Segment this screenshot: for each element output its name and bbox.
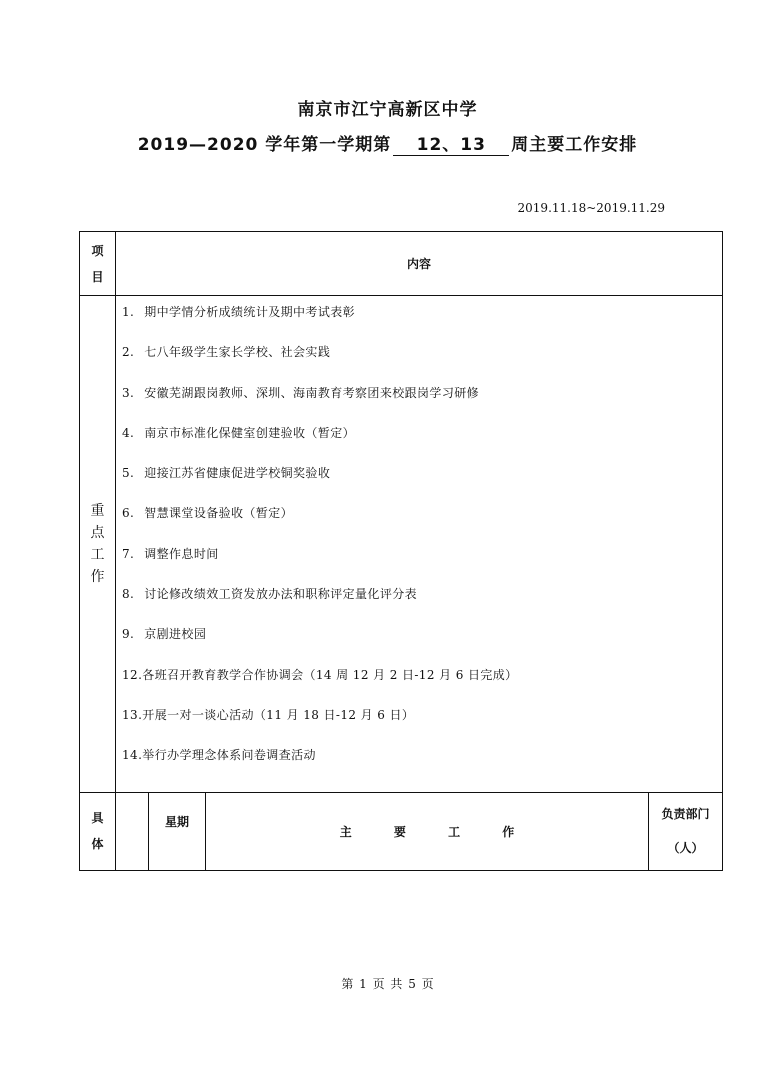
list-item (122, 745, 722, 785)
item-number: 12. (122, 667, 143, 682)
key-work-list-cell (116, 296, 723, 793)
responsible-header-line2: （人） (667, 841, 704, 856)
list-item (122, 705, 722, 745)
school-title: 南京市江宁高新区中学 (297, 100, 478, 120)
detail-header-row (80, 792, 723, 870)
key-work-char-2: 点 (90, 524, 105, 541)
main-work-header-label: 主 要 工 作 (339, 824, 515, 839)
item-text: 迎接江苏省健康促进学校铜奖验收 (144, 466, 331, 481)
list-item (122, 584, 722, 624)
key-work-label-cell (80, 296, 116, 793)
item-text: 智慧课堂设备验收（暂定） (144, 506, 294, 521)
week-numbers: 12、13 (393, 136, 509, 156)
item-text: 各班召开教育教学合作协调会（14 周 12 月 2 日-12 月 6 日完成） (142, 667, 518, 682)
responsible-header-line1: 负责部门 (661, 807, 710, 822)
item-number: 2. (122, 345, 135, 360)
detail-char-1: 具 (91, 811, 104, 826)
term-suffix: 周主要工作安排 (511, 135, 638, 155)
item-number: 6. (122, 506, 135, 521)
list-item (122, 463, 722, 503)
item-text: 调整作息时间 (144, 546, 219, 561)
weekday-header-cell (149, 792, 206, 870)
item-text: 安徽芜湖跟岗教师、深圳、海南教育考察团来校跟岗学习研修 (144, 385, 480, 400)
item-number: 7. (122, 546, 135, 561)
schedule-title (0, 130, 775, 156)
item-text: 南京市标准化保健室创建验收（暂定） (144, 425, 356, 440)
key-work-char-3: 工 (90, 546, 105, 563)
detail-empty-cell (116, 792, 149, 870)
item-number: 3. (122, 385, 135, 400)
item-number: 8. (122, 587, 135, 602)
item-number: 5. (122, 466, 135, 481)
header-item-char-1: 项 (91, 243, 104, 258)
detail-label-cell (80, 792, 116, 870)
main-work-header-cell (206, 792, 649, 870)
header-item-char-2: 目 (91, 269, 104, 284)
item-number: 1. (122, 305, 135, 319)
responsible-header-cell (649, 792, 723, 870)
item-number: 13. (122, 707, 143, 722)
item-text: 开展一对一谈心活动（11 月 18 日-12 月 6 日） (142, 707, 415, 722)
list-item (122, 302, 722, 342)
list-item (122, 342, 722, 382)
term-prefix: 2019—2020 学年第一学期第 (137, 135, 392, 155)
page-footer: 第 1 页 共 5 页 (341, 977, 434, 991)
item-text: 期中学情分析成绩统计及期中考试表彰 (144, 305, 356, 319)
header-content-cell (116, 232, 723, 296)
weekday-header-label: 星期 (164, 814, 189, 829)
key-work-row (80, 296, 723, 793)
detail-char-2: 体 (91, 837, 104, 852)
header-item-cell (80, 232, 116, 296)
key-work-char-1: 重 (90, 502, 105, 519)
item-number: 14. (122, 748, 143, 763)
list-item (122, 383, 722, 423)
list-item (122, 503, 722, 543)
item-number: 4. (122, 425, 135, 440)
list-item (122, 665, 722, 705)
list-item (122, 544, 722, 584)
list-item (122, 423, 722, 463)
item-text: 讨论修改绩效工资发放办法和职称评定量化评分表 (144, 587, 418, 602)
list-item (122, 624, 722, 664)
item-text: 七八年级学生家长学校、社会实践 (144, 345, 331, 360)
date-range: 2019.11.18~2019.11.29 (517, 201, 665, 215)
header-content-label: 内容 (407, 257, 432, 271)
key-work-list (116, 296, 722, 792)
schedule-table (79, 231, 723, 871)
item-text: 举行办学理念体系问卷调查活动 (142, 748, 316, 763)
key-work-char-4: 作 (90, 568, 105, 585)
item-number: 9. (122, 627, 135, 642)
table-header-row (80, 232, 723, 296)
item-text: 京剧进校园 (144, 627, 207, 642)
